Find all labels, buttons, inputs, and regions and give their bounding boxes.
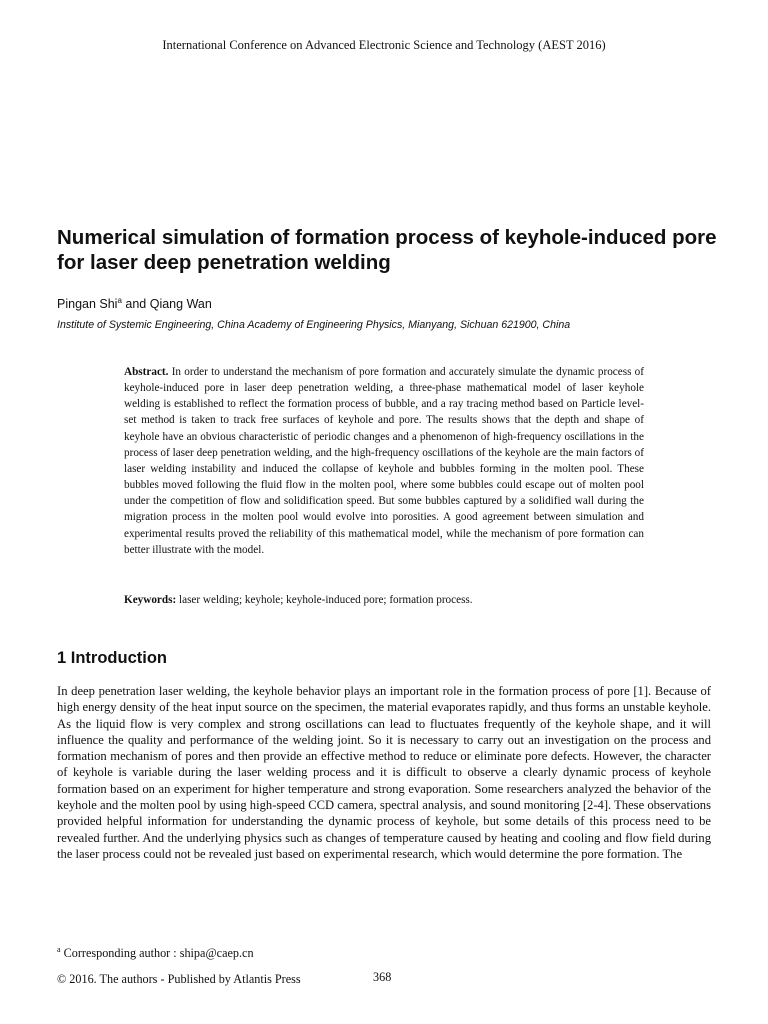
first-author: Pingan Shi bbox=[57, 297, 118, 311]
keywords-label: Keywords: bbox=[124, 594, 177, 606]
keywords-text: laser welding; keyhole; keyhole-induced pore; formation process. bbox=[179, 594, 473, 606]
footnote-text: Corresponding author : shipa@caep.cn bbox=[60, 946, 254, 960]
paper-title: Numerical simulation of formation process of keyhole-induced pore for laser deep penetration welding bbox=[57, 226, 717, 274]
affiliation: Institute of Systemic Engineering, China Academy of Engineering Physics, Mianyang, Sichuan 621900, China bbox=[57, 319, 571, 331]
abstract-block bbox=[124, 364, 644, 558]
keywords-line bbox=[124, 592, 644, 608]
author-line bbox=[57, 296, 212, 311]
abstract-label: Abstract. bbox=[124, 366, 169, 378]
author-affiliation-mark: a bbox=[117, 296, 122, 305]
conference-header: International Conference on Advanced Electronic Science and Technology (AEST 2016) bbox=[162, 38, 606, 52]
abstract-text: In order to understand the mechanism of pore formation and accurately simulate the dynamic process of keyhole-induced pore in laser deep penetration welding, a three-phase mathematical model of laser keyhole welding is established to reflect the formation process of bubble, and a ray tracing method based on Particle level-set method is taken to track free surfaces of keyhole and pore. The results shows that the depth and shape of keyhole have an obvious characteristic of periodic changes and a phenomenon of high-frequency oscillations in the process of laser deep penetration welding, and the high-frequency oscillations of the keyhole are the main factors of laser welding instability and induced the collapse of keyhole and bubbles forming in the molten pool. These bubbles moved following the fluid flow in the molten pool, where some bubbles could escape out of molten pool under the competition of flow and solidification speed. But some bubbles captured by a solidified wall during the migration process in the molten pool would evolve into porosities. A good agreement between simulation and experimental results proved the reliability of this mathematical model, while the mechanism of pore formation can better illustrate with the model. bbox=[124, 366, 644, 556]
page-number: 368 bbox=[373, 970, 392, 984]
author-connector: and bbox=[121, 297, 150, 311]
introduction-paragraph: In deep penetration laser welding, the keyhole behavior plays an important role in the formation process of pore [1]. Because of high energy density of the heat input source on the specimen, the material evaporates rapidly, and thus forms an unstable keyhole. As the liquid flow is very complex and strong oscillations can lead to fluctuates frequently of the keyhole shape, and it will influence the quality and performance of the welding joint. So it is necessary to carry out an investigation on the process and formation mechanism of pores and then provide an effective method to reduce or eliminate pore defects. However, the character of keyhole is variable during the laser welding process and it is difficult to observe a clearly dynamic process of keyhole formation based on an experiment for higher temperature and strong evaporation. Some researchers analyzed the behavior of the keyhole and the molten pool by using high-speed CCD camera, spectral analysis, and sound monitoring [2-4]. These observations provided helpful information for understanding the dynamic process of keyhole, but some details of this process need to be revealed further. And the underlying physics such as changes of temperature caused by heating and cooling and flow field during the laser process could not be revealed just based on experimental research, which would determine the pore formation. The bbox=[57, 684, 711, 861]
footnote-mark: a bbox=[57, 945, 61, 954]
corresponding-author-footnote bbox=[57, 945, 254, 961]
copyright-notice: © 2016. The authors - Published by Atlantis Press bbox=[57, 972, 301, 986]
section-heading-introduction: 1 Introduction bbox=[57, 649, 167, 667]
second-author: Qiang Wan bbox=[149, 297, 212, 311]
